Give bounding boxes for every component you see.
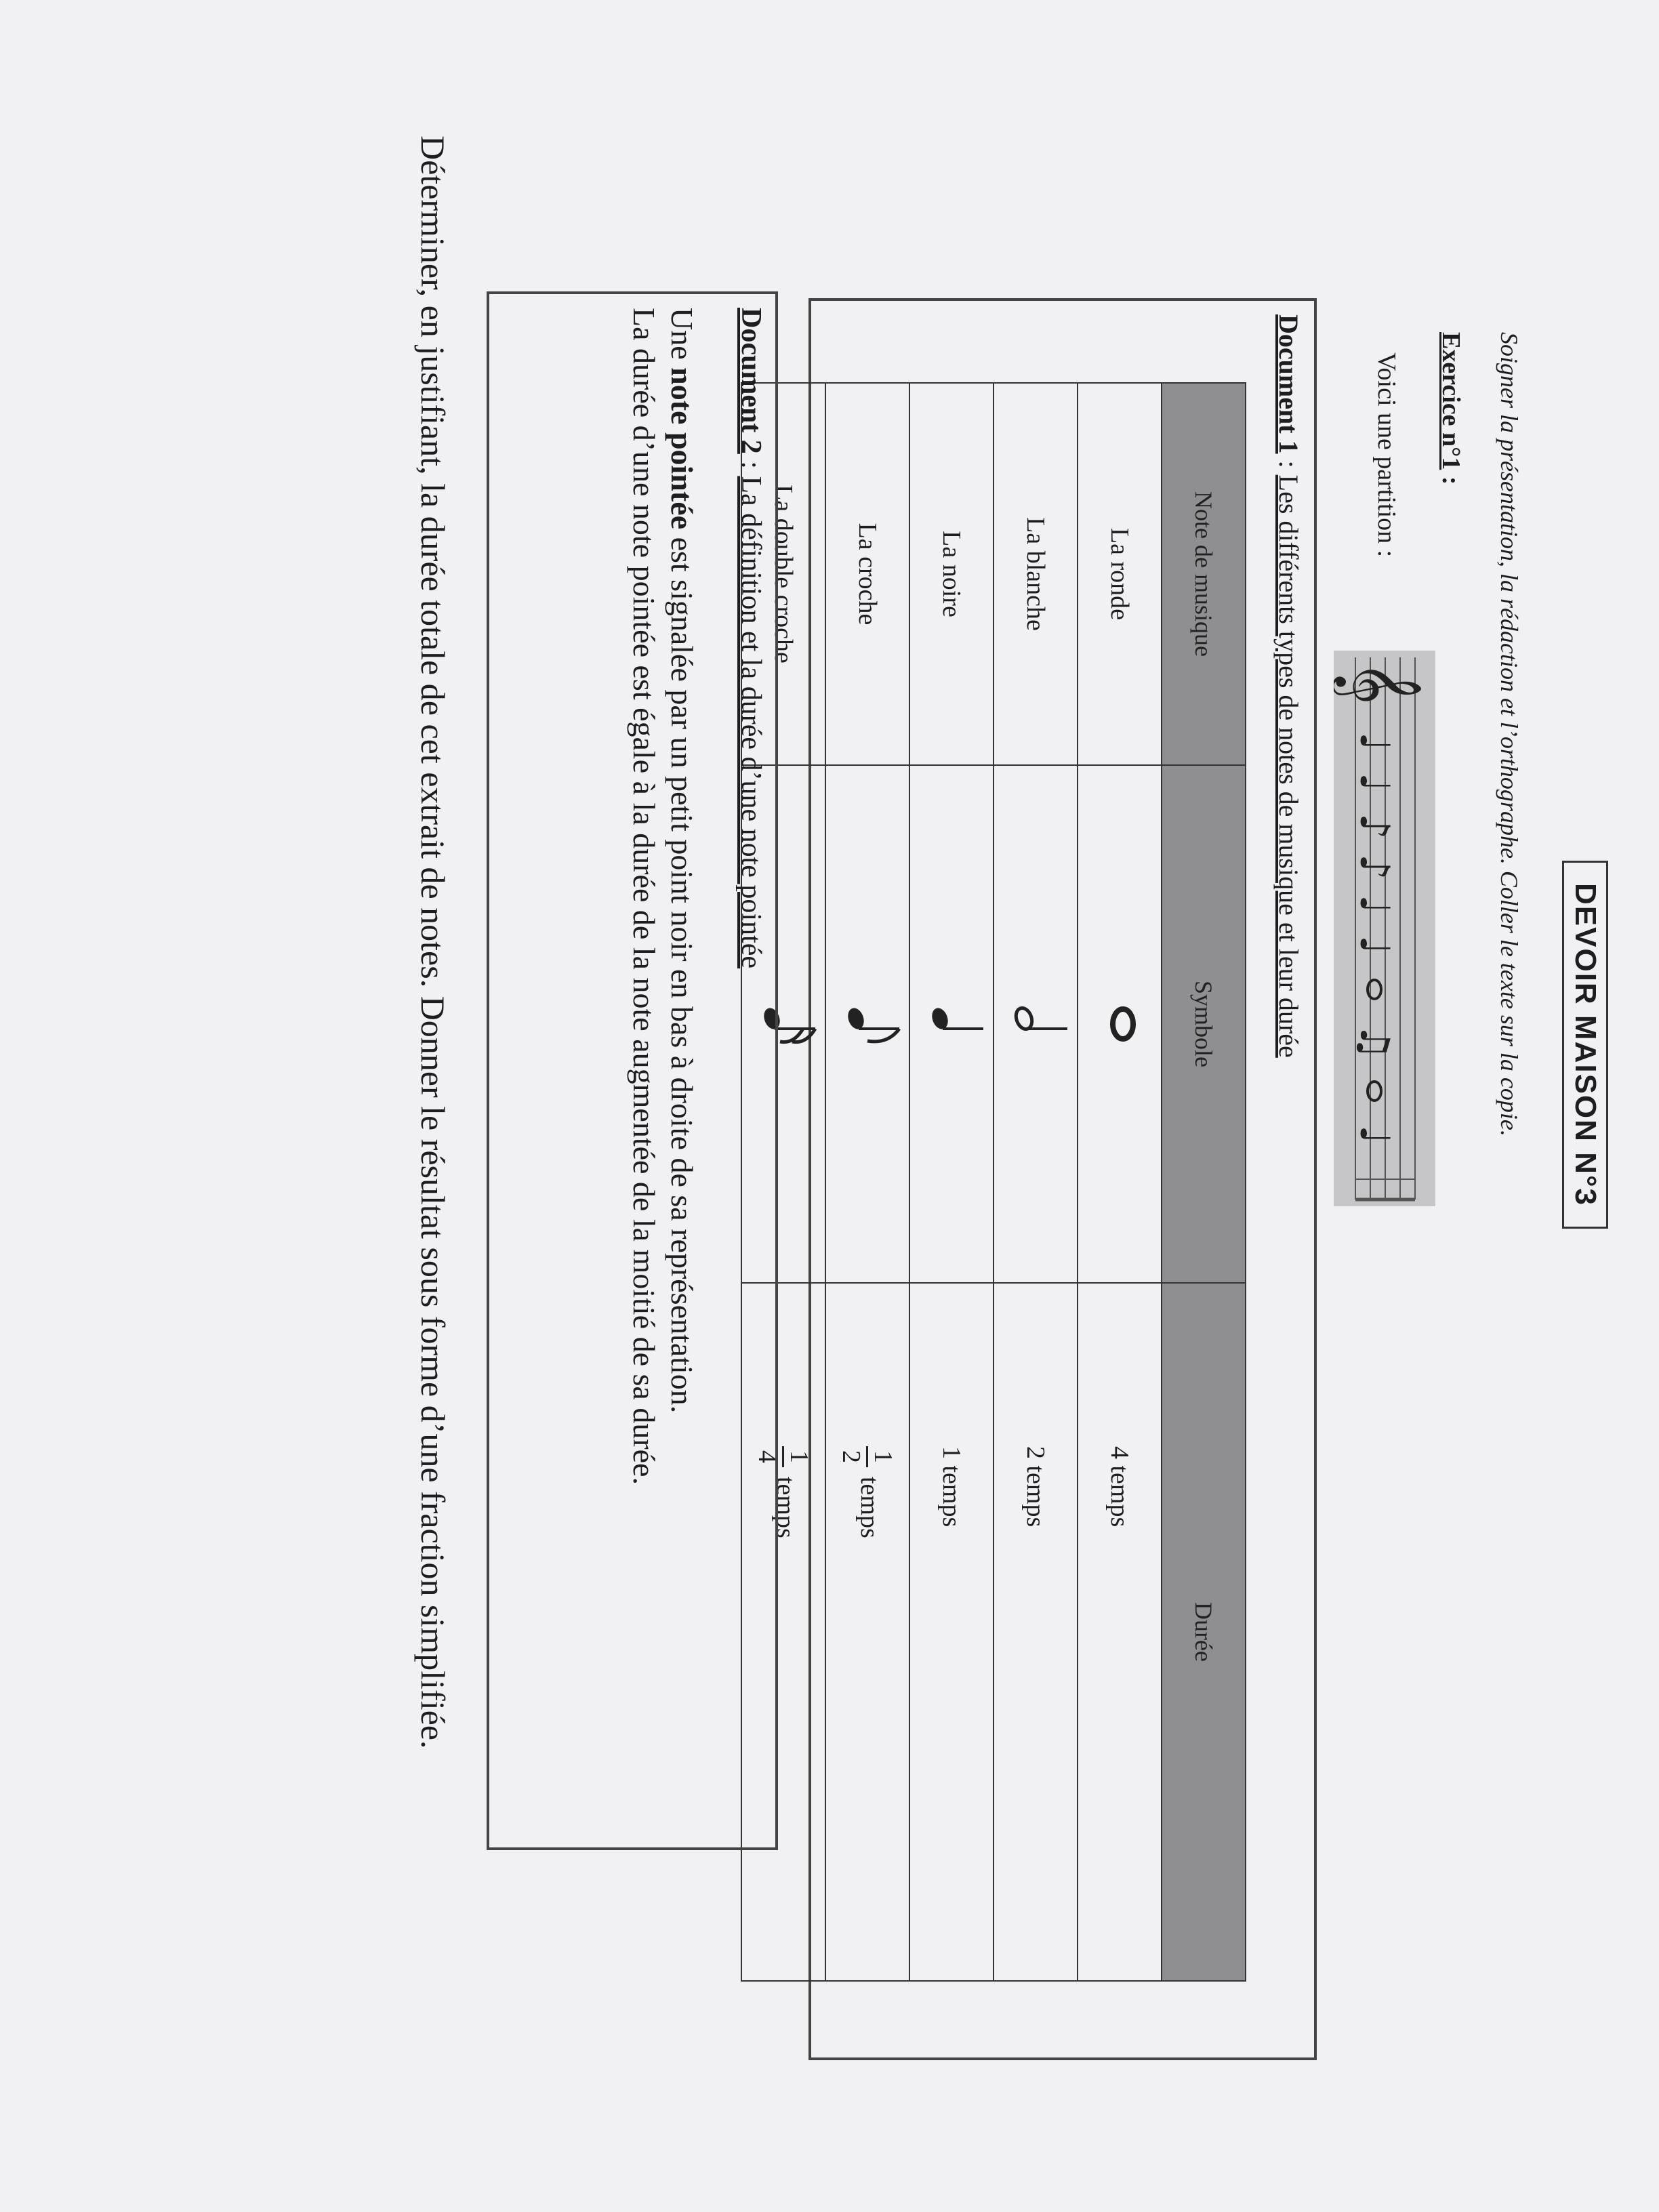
definition-line: Une note pointée est signalée par un petit point noir en bas à droite de sa représentation. [665,308,699,1414]
table-row [909,383,994,1981]
table-row [825,383,909,1981]
note-duration: 1 temps [909,1283,994,1981]
note-duration: 1 4 temps [741,1283,825,1981]
svg-text:♩: ♩ [1351,1125,1398,1145]
svg-text:♩: ♩ [1351,935,1398,955]
svg-text:♪: ♪ [1351,854,1398,880]
note-name: La noire [909,383,994,765]
note-name: La ronde [1078,383,1162,765]
table-row [994,383,1078,1981]
question-text: Déterminer, en justifiant, la durée totale de cet extrait de notes. Donner le résultat sous forme d’une fraction simplifiée. [414,136,452,1749]
table-row [1078,383,1162,1981]
svg-text:♫: ♫ [1351,1023,1398,1060]
svg-text:♪: ♪ [1351,813,1398,840]
svg-text:𝄞: 𝄞 [1336,661,1423,705]
note-symbol [1078,765,1162,1283]
notes-table [741,382,1246,1982]
note-duration: 2 temps [994,1283,1078,1981]
exercise-heading: Exercice n°1 : [1437,332,1465,485]
definition-line: La durée d’une note pointée est égale à la durée de la note augmentée de la moitié de sa durée. [627,308,661,1485]
exercise-intro: Voici une partition : [1372,352,1401,558]
document-2 [487,291,778,1850]
whole-note-icon [1089,983,1157,1065]
page-title: DEVOIR MAISON N°3 [1562,861,1608,1229]
svg-text:♩: ♩ [1351,732,1398,752]
note-symbol [909,765,994,1283]
quarter-note-icon [921,983,989,1065]
table-header-row [1162,383,1246,1981]
column-header: Note de musique [1162,383,1246,765]
document-1 [753,298,1317,2060]
document-2-title: Document 2 : La définition et la durée d’une note pointée [735,308,766,969]
music-score-image [1334,651,1435,1206]
eighth-note-icon [837,983,905,1065]
note-name: La double croche [741,383,825,765]
note-name: La blanche [994,383,1078,765]
note-symbol [825,765,909,1283]
instruction-text: Soigner la présentation, la rédaction et l’orthographe. Coller le texte sur la copie. [1496,332,1523,1136]
note-duration: 1 2 temps [825,1283,909,1981]
svg-text:♩: ♩ [1351,773,1398,792]
column-header: Symbole [1162,765,1246,1283]
document-2-body [625,308,701,1839]
column-header: Durée [1162,1283,1246,1981]
duration-fraction: 1 4 [753,1446,815,1467]
svg-text:♩: ♩ [1351,895,1398,914]
note-symbol [994,765,1078,1283]
half-note-icon [1005,983,1073,1065]
note-name: La croche [825,383,909,765]
document-1-title: Document 1 : Les différents types de notes de musique et leur durée [1273,314,1304,1058]
note-duration: 4 temps [1078,1283,1162,1981]
duration-fraction: 1 2 [837,1446,899,1467]
